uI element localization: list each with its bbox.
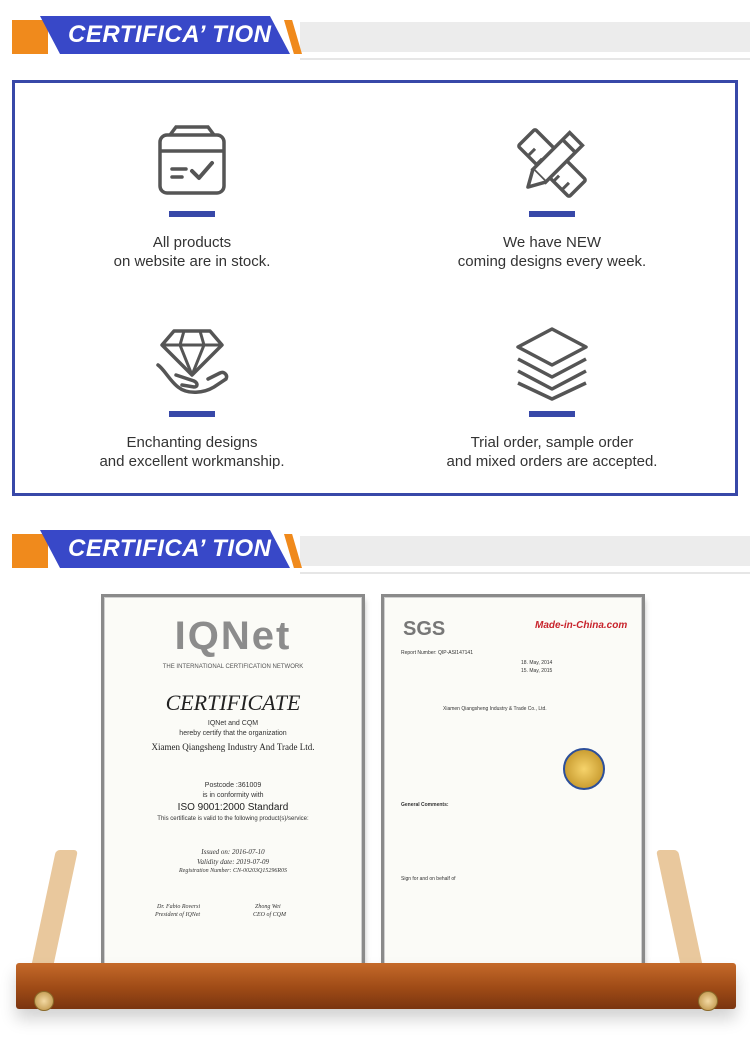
- checked-box-icon: [154, 125, 230, 201]
- iqnet-network-line: THE INTERNATIONAL CERTIFICATION NETWORK: [162, 664, 304, 670]
- signer-2-name: Zhong Wei: [255, 904, 281, 910]
- certificate-registration: Registration Number: CN-00203Q15296R0S: [179, 868, 287, 874]
- certificate-validity: Validity date: 2019-07-09: [197, 858, 269, 866]
- certificate-heading: CERTIFICATE: [165, 690, 301, 715]
- signer-1-name: Dr. Fabio Roversi: [157, 904, 201, 910]
- feature-bar: [529, 411, 575, 417]
- section-banner-1: [0, 14, 750, 62]
- feature-text-1: Trial order, sample order: [470, 434, 634, 451]
- feature-text-2: and mixed orders are accepted.: [446, 453, 658, 470]
- banner-divider: [300, 58, 750, 60]
- iqnet-logo: IQNet: [174, 614, 292, 658]
- layers-icon: [514, 325, 590, 401]
- feature-text-2: coming designs every week.: [457, 253, 647, 270]
- feature-bar: [169, 411, 215, 417]
- sgs-sign-off: Sign for and on behalf of: [401, 876, 456, 882]
- pencil-ruler-icon: [514, 125, 590, 201]
- feature-in-stock: [42, 125, 342, 271]
- feature-text-2: and excellent workmanship.: [99, 453, 285, 470]
- banner-divider: [300, 572, 750, 574]
- feature-text-1: We have NEW: [502, 234, 602, 251]
- feature-text-1: All products: [152, 234, 232, 251]
- certificate-issuer: IQNet and CQM: [207, 720, 259, 727]
- made-in-china-logo: Made-in-China.com: [535, 620, 628, 631]
- banner-title: CERTIFICA’ TION: [68, 535, 272, 562]
- feature-new-designs: [402, 125, 702, 271]
- shelf-screw-left: [34, 991, 54, 1011]
- sgs-report-number: Report Number: QIP-ASI147141: [401, 650, 473, 656]
- feature-bar: [169, 211, 215, 217]
- banner-title: CERTIFICA’ TION: [68, 21, 272, 48]
- certificate-standard: ISO 9001:2000 Standard: [177, 802, 289, 813]
- feature-bar: [529, 211, 575, 217]
- sgs-audited-seal: [563, 748, 605, 790]
- feature-text-1: Enchanting designs: [126, 434, 258, 451]
- certificate-certify-line: hereby certify that the organization: [179, 730, 287, 737]
- sgs-audit-date: 18. May, 2014: [521, 660, 553, 666]
- wooden-shelf: [16, 963, 736, 1009]
- certificate-postcode: Postcode :361009: [204, 782, 262, 789]
- signer-2-title: CEO of CQM: [253, 912, 286, 918]
- sgs-company: Xiamen Qiangsheng Industry & Trade Co., Ltd.: [443, 706, 547, 712]
- banner-grey-strip: [300, 22, 750, 52]
- certificate-issued: Issued on: 2016-07-10: [201, 848, 265, 856]
- shelf-screw-right: [698, 991, 718, 1011]
- banner-grey-strip: [300, 536, 750, 566]
- diamond-hand-icon: [154, 325, 230, 401]
- features-panel: [12, 80, 738, 496]
- certificate-organization: Xiamen Qiangsheng Industry And Trade Ltd.: [151, 742, 315, 752]
- feature-orders: [402, 325, 702, 471]
- sgs-expiry-date: 15. May, 2015: [521, 668, 553, 674]
- certificate-sgs: [384, 597, 642, 967]
- certificate-conformity: is in conformity with: [202, 792, 264, 799]
- certificate-scope: This certificate is valid to the following product(s)/service:: [157, 816, 309, 822]
- section-banner-2: [0, 528, 750, 576]
- sgs-general-comments: General Comments:: [401, 802, 449, 808]
- banner-orange-block: [12, 534, 48, 568]
- sgs-logo: SGS: [403, 618, 446, 640]
- signer-1-title: President of IQNet: [155, 912, 201, 918]
- feature-workmanship: [42, 325, 342, 471]
- banner-orange-block: [12, 20, 48, 54]
- feature-text-2: on website are in stock.: [113, 253, 271, 270]
- certificate-shelf-photo: [0, 580, 750, 1060]
- certificate-iqnet: [104, 597, 362, 967]
